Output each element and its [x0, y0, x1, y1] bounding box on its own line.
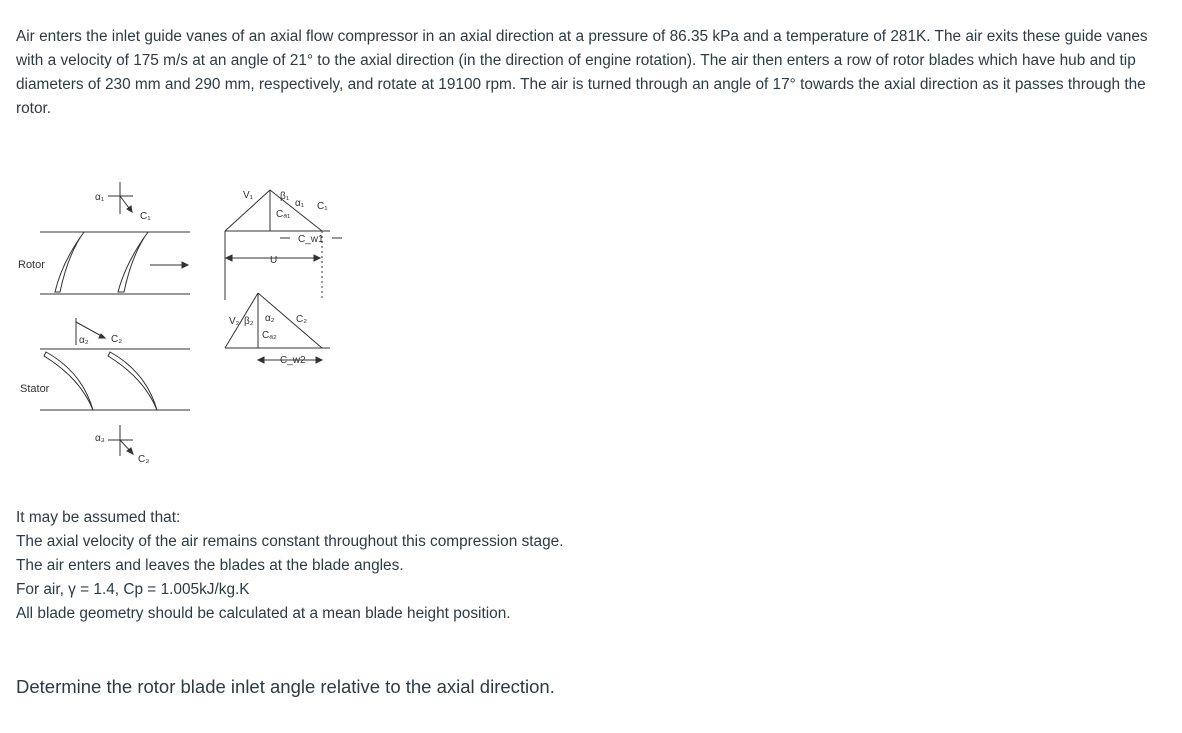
- assumptions-block: [16, 506, 816, 626]
- c1-label: C₁: [140, 211, 151, 222]
- rotor-blade-1: [55, 232, 84, 292]
- c1-triangle-label: C₁: [317, 201, 328, 212]
- rotor-blade-2: [118, 232, 148, 292]
- beta1-label: β₁: [280, 191, 290, 202]
- alpha2-label: α₂: [79, 335, 89, 346]
- assumption-item-4: All blade geometry should be calculated at a mean blade height position.: [16, 605, 511, 622]
- alpha1-triangle-label: α₁: [295, 198, 305, 209]
- stator-exit-velocity-arrow: [108, 425, 133, 456]
- c2-triangle-label: C₂: [296, 314, 308, 325]
- stator-blade-2: [108, 352, 157, 410]
- assumption-item-3: For air, γ = 1.4, Cp = 1.005kJ/kg.K: [16, 581, 250, 598]
- u-label: U: [270, 255, 278, 266]
- alpha3-label: α₃: [95, 433, 105, 444]
- compressor-stage-diagram: [0, 170, 400, 480]
- alpha2-triangle-label: α₂: [265, 313, 275, 324]
- assumptions-intro: It may be assumed that:: [16, 509, 181, 526]
- inlet-velocity-arrow: [108, 182, 133, 214]
- beta2-label: β₂: [244, 316, 254, 327]
- exit-velocity-triangle: [225, 293, 330, 363]
- ca1-label: Cₐ₁: [276, 209, 291, 220]
- c2-label: C₂: [111, 334, 123, 345]
- cw1-label: C_w1: [298, 234, 324, 245]
- cw2-label: C_w2: [280, 355, 306, 366]
- v2-label: V₂: [229, 316, 240, 327]
- assumption-item-2: The air enters and leaves the blades at the blade angles.: [16, 557, 404, 574]
- problem-statement: Air enters the inlet guide vanes of an axial flow compressor in an axial direction at a pressure of 86.35 kPa and a temperature of 281K. The air exits these guide vanes with a velocity of 175 m/s at an angle of 21° to the axial direction (in the direction of engine rotation). The air then enters a row of rotor blades which have hub and tip diameters of 230 mm and 290 mm, respectively, and rotate at 19100 rpm. The air is turned through an angle of 17° towards the axial direction as it passes through the rotor.: [16, 28, 1148, 117]
- c3-label: C₃: [138, 454, 150, 465]
- rotor-label: Rotor: [18, 259, 45, 271]
- v1-label: V₁: [243, 190, 254, 201]
- stator-label: Stator: [20, 383, 50, 395]
- question-text: Determine the rotor blade inlet angle relative to the axial direction.: [16, 676, 555, 697]
- alpha1-label: α₁: [95, 192, 105, 203]
- assumption-item-1: The axial velocity of the air remains constant throughout this compression stage.: [16, 533, 564, 550]
- ca2-label: Cₐ₂: [262, 330, 277, 341]
- stator-blade-1: [44, 352, 93, 410]
